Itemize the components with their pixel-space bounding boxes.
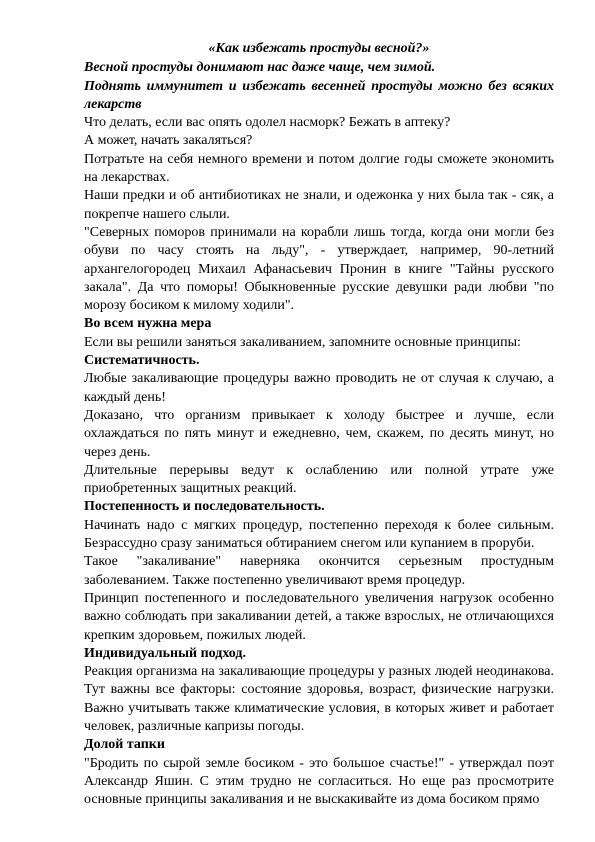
section-heading-gradual: Постепенность и последовательность. — [84, 499, 325, 515]
document-body — [84, 40, 554, 809]
intro-paragraph: Потратьте на себя немного времени и потом долгие годы сможете экономить на лекарствах. — [84, 151, 554, 186]
section-heading-individual: Индивидуальный подход. — [84, 645, 246, 661]
section-heading-measure: Во всем нужна мера — [84, 316, 212, 332]
section-heading-systematic: Систематичность. — [84, 353, 200, 369]
intro-paragraph: А может, начать закаляться? — [84, 133, 253, 149]
section-paragraph: Если вы решили заняться закаливанием, запомните основные принципы: — [84, 334, 521, 350]
section-paragraph: Реакция организма на закаливающие процедуры у разных людей неодинакова. Тут важны все факторы: состояние здоровья, возраст, физические нагрузки. Важно учитывать также климатические условия, в которых живет и работает человек, различные капризы погоды. — [84, 664, 554, 734]
section-paragraph: "Бродить по сырой земле босиком - это большое счастье!" - утверждал поэт Александр Яшин. С этим трудно не согласиться. Но еще раз просмотрите основные принципы закаливания и не выскакивайте из дома босиком прямо — [84, 755, 554, 808]
section-paragraph: Любые закаливающие процедуры важно проводить не от случая к случаю, а каждый день! — [84, 371, 554, 405]
subtitle-winter: Весной простуды донимают нас даже чаще, чем зимой. — [84, 60, 436, 76]
section-paragraph: Длительные перерывы ведут к ослаблению или полной утрате уже приобретенных защитных реакций. — [84, 462, 554, 497]
document-title: «Как избежать простуды весной?» — [208, 41, 430, 56]
intro-paragraph: "Северных поморов принимали на корабли лишь тогда, когда они могли без обуви по часу стоять на льду", - утверждает, например, 90-летний архангелогородец Михаил Афанасьевич Пронин в книге "Тайны русского закала". Да что поморы! Обыкновенные русские девушки ради любви "по морозу босиком к милому ходили". — [84, 224, 554, 314]
section-paragraph: Принцип постепенного и последовательного увеличения нагрузок особенно важно соблюдать при закаливании детей, а также взрослых, не отличающихся крепким здоровьем, пожилых людей. — [84, 590, 554, 643]
intro-paragraph: Что делать, если вас опять одолел насморк? Бежать в аптеку? — [84, 115, 451, 131]
section-paragraph: Такое "закаливание" наверняка окончится серьезным простудным заболеванием. Также постепенно увеличивают время процедур. — [84, 554, 554, 588]
section-paragraph: Доказано, что организм привыкает к холоду быстрее и лучше, если охлаждаться по пять минут и ежедневно, чем, скажем, по десять минут, но через день. — [84, 407, 554, 460]
section-paragraph: Начинать надо с мягких процедур, постепенно переходя к более сильным. Безрассудно сразу заниматься обтиранием снегом или купанием в проруби. — [84, 517, 554, 552]
intro-paragraph: Наши предки и об антибиотиках не знали, и одежонка у них была так - сяк, а покрепче нашего слыли. — [84, 188, 554, 222]
section-heading-slippers: Долой тапки — [84, 737, 165, 753]
subtitle-immunity: Поднять иммунитет и избежать весенней простуды можно без всяких лекарств — [84, 78, 554, 112]
